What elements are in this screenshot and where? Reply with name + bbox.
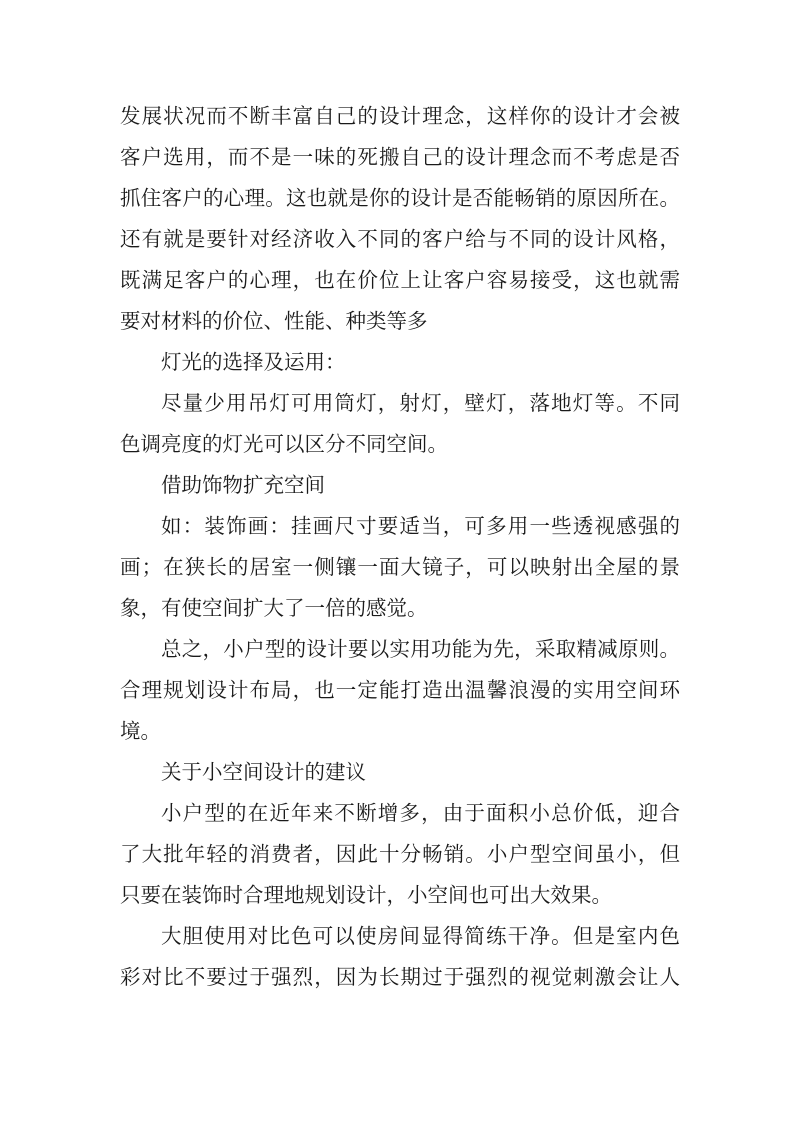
text-line: 大胆使用对比色可以使房间显得简练干净。但是室内色 bbox=[161, 924, 680, 948]
text-line: 象，有使空间扩大了一倍的感觉。 bbox=[120, 596, 428, 620]
text-line: 既满足客户的心理，也在价位上让客户容易接受，这也就需 bbox=[120, 268, 680, 292]
text-line: 还有就是要针对经济收入不同的客户给与不同的设计风格， bbox=[120, 227, 680, 251]
text-line: 了大批年轻的消费者，因此十分畅销。小户型空间虽小，但 bbox=[120, 842, 680, 866]
text-line: 色调亮度的灯光可以区分不同空间。 bbox=[120, 432, 448, 456]
text-line: 尽量少用吊灯可用筒灯，射灯，壁灯，落地灯等。不同 bbox=[161, 391, 680, 415]
text-line: 小户型的在近年来不断增多，由于面积小总价低，迎合 bbox=[161, 801, 680, 825]
section-heading: 借助饰物扩充空间 bbox=[161, 473, 325, 497]
body-text bbox=[120, 96, 680, 998]
text-line: 抓住客户的心理。这也就是你的设计是否能畅销的原因所在。 bbox=[120, 186, 680, 210]
text-line: 总之，小户型的设计要以实用功能为先，采取精减原则。 bbox=[161, 637, 680, 661]
text-line: 境。 bbox=[120, 719, 161, 743]
text-line: 画；在狭长的居室一侧镶一面大镜子，可以映射出全屋的景 bbox=[120, 555, 680, 579]
text-line: 彩对比不要过于强烈，因为长期过于强烈的视觉刺激会让人 bbox=[120, 965, 680, 989]
section-heading: 灯光的选择及运用： bbox=[161, 350, 346, 374]
text-line: 发展状况而不断丰富自己的设计理念，这样你的设计才会被 bbox=[120, 104, 680, 128]
text-line: 客户选用，而不是一味的死搬自己的设计理念而不考虑是否 bbox=[120, 145, 680, 169]
text-line: 只要在装饰时合理地规划设计，小空间也可出大效果。 bbox=[120, 883, 612, 907]
text-line: 如：装饰画：挂画尺寸要适当，可多用一些透视感强的 bbox=[161, 514, 680, 538]
section-heading: 关于小空间设计的建议 bbox=[161, 760, 366, 784]
text-line: 要对材料的价位、性能、种类等多 bbox=[120, 309, 428, 333]
text-line: 合理规划设计布局，也一定能打造出温馨浪漫的实用空间环 bbox=[120, 678, 680, 702]
